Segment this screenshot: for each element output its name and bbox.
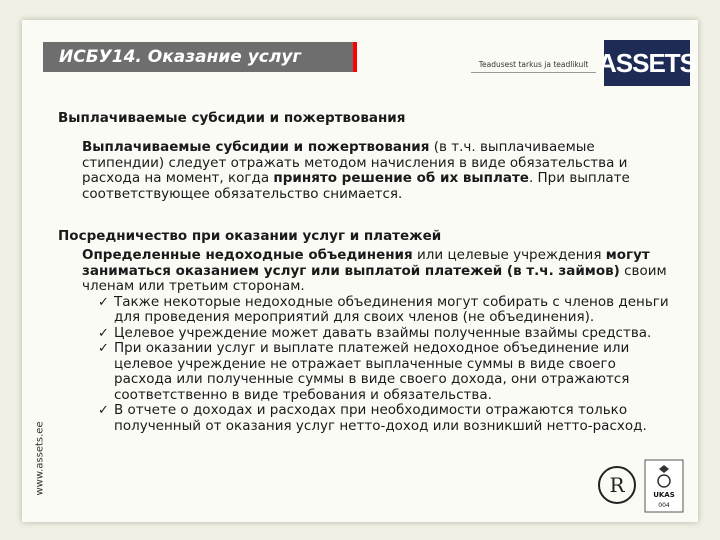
bullet-text: При оказании услуг и выплате платежей недоходное объединение или целевое учреждение не отражает выплаченные суммы в виде своего расхода или полученные суммы в виде своего дохода, они отражаются соответственно в виде требования и обязательства. [114, 340, 630, 403]
list-item [98, 341, 677, 403]
s2-bold2: могут заниматься оказанием услуг или выплатой платежей (в т.ч. займов) [82, 247, 650, 279]
ukas-badge-icon [645, 460, 683, 512]
s1-bold2: принято решение об их выплате [273, 170, 529, 186]
badge-left-text: R [609, 473, 625, 497]
title-bar [43, 42, 357, 72]
assets-logo-text: ASSETS [597, 47, 697, 78]
check-icon: ✓ [98, 341, 109, 356]
badge-right-code: 004 [658, 502, 670, 509]
section1-heading: Выплачиваемые субсидии и пожертвования [58, 110, 406, 126]
bullet-text: Целевое учреждение может давать взаймы полученные взаймы средства. [114, 324, 652, 341]
list-item [98, 403, 677, 434]
s1-bold1: Выплачиваемые субсидии и пожертвования [82, 139, 430, 155]
check-icon: ✓ [98, 403, 109, 418]
certification-badges [595, 455, 690, 515]
registered-badge-icon [599, 467, 635, 503]
assets-logo [597, 40, 697, 86]
s2-text1: или целевые учреждения [412, 247, 606, 263]
side-url: www.assets.ee [34, 421, 46, 496]
section2-paragraph [82, 248, 677, 434]
s1-text2: . При выплате соответствующее обязательство снимается. [82, 170, 630, 202]
bullet-text: Также некоторые недоходные объединения могут собирать с членов деньги для проведения мероприятий для своих членов (не объединения). [114, 293, 669, 325]
section2-heading: Посредничество при оказании услуг и платежей [58, 228, 442, 244]
s1-text1: (в т.ч. выплачиваемые стипендии) следует отражать методом начисления в виде обязательства и расхода на момент, когда [82, 139, 628, 186]
page-title: ИСБУ14. Оказание услуг [59, 47, 302, 67]
bullet-text: В отчете о доходах и расходах при необходимости отражаются только полученный от оказания услуг нетто-доход или возникший нетто-расход. [114, 402, 647, 434]
bullet-list [82, 295, 677, 435]
section1-paragraph [82, 140, 672, 202]
s2-text2: своим членам или третьим сторонам. [82, 262, 667, 294]
s2-bold1: Определенные недоходные объединения [82, 247, 413, 263]
check-icon: ✓ [98, 325, 109, 341]
list-item [98, 295, 677, 326]
tagline: Teadusest tarkus ja teadlikult [471, 58, 596, 73]
check-icon: ✓ [98, 294, 109, 310]
badge-right-label: UKAS [653, 491, 675, 499]
list-item [98, 326, 677, 342]
